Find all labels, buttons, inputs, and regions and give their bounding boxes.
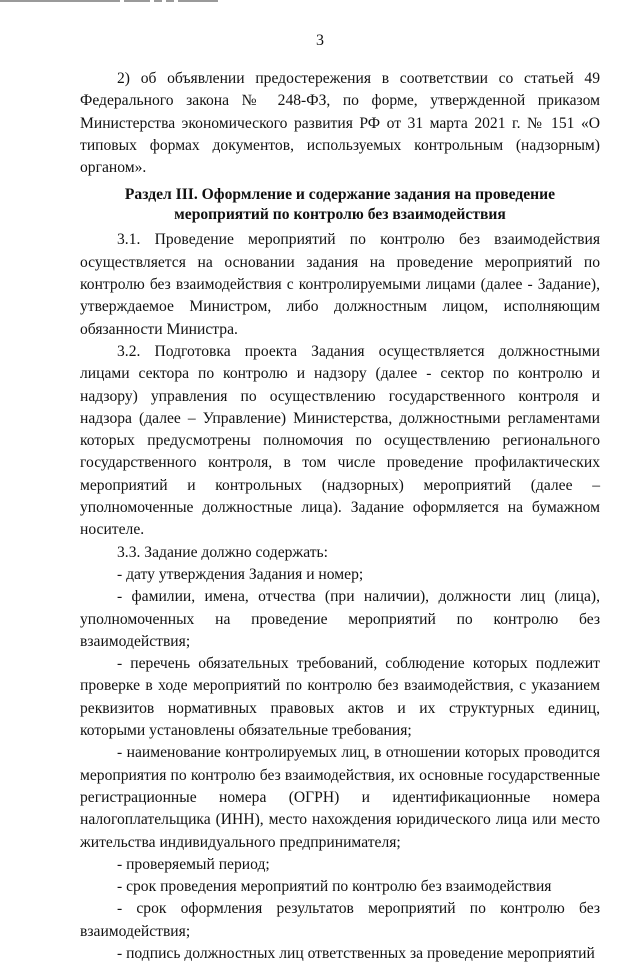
paragraph-3-1: 3.1. Проведение мероприятий по контролю без взаимодействия осуществляется на основании задания на проведение мероприятий по контролю без взаимодействия с контролируемыми лицами (далее - Задание), утверждаемое Министром, либо должностным лицом, исполняющим обязанности Министра. <box>80 231 600 338</box>
paragraph-3-3: 3.3. Задание должно содержать: <box>117 543 328 561</box>
paragraph-3-2: 3.2. Подготовка проекта Задания осуществляется должностными лицами сектора по контролю и надзору (далее - сектор по контролю и надзору) управления по осуществлению государственного контроля и надзора (далее – Управление) Министерства, должностными регламентами которых предусмотрены полномочия по осуществлению регионального государственного контроля, в том числе проведение профилактических мероприятий и контрольных (надзорных) мероприятий (далее – уполномоченные должностные лица). Задание оформляется на бумажном носителе. <box>80 342 600 539</box>
list-item: - фамилии, имена, отчества (при наличии), должности лиц (лица), уполномоченных на проведение мероприятий по контролю без взаимодействия; <box>80 588 600 650</box>
list-item: - проверяемый период; <box>117 855 270 873</box>
scan-top-edge-marks <box>0 0 218 3</box>
list-item: - дату утверждения Задания и номер; <box>117 565 364 583</box>
list-item: - перечень обязательных требований, соблюдение которых подлежит проверке в ходе мероприятий по контролю без взаимодействия, с указанием реквизитов нормативных правовых актов и их структурных единиц, которыми установлены обязательные требования; <box>80 655 600 740</box>
paragraph-notice-item-2: 2) об объявлении предостережения в соответствии со статьей 49 Федерального закона № 248-ФЗ, по форме, утвержденной приказом Министерства экономического развития РФ от 31 марта 2021 г. № 151 «О типовых формах документов, используемых контрольным (надзорным) органом». <box>80 70 600 177</box>
page-number: 3 <box>316 32 324 49</box>
list-item: - подпись должностных лиц ответственных за проведение мероприятий <box>117 944 595 962</box>
list-item: - срок оформления результатов мероприятий по контролю без взаимодействия; <box>80 900 600 940</box>
document-body <box>80 68 600 965</box>
list-item: - наименование контролируемых лиц, в отношении которых проводится мероприятия по контролю без взаимодействия, их основные государственные регистрационные номера (ОГРН) и идентификационные номера налогоплательщика (ИНН), место нахождения юридического лица или место жительства индивидуального предпринимателя; <box>80 744 600 851</box>
section-heading: Раздел III. Оформление и содержание задания на проведение мероприятий по контролю без взаимодействия <box>124 186 556 224</box>
list-item: - срок проведения мероприятий по контролю без взаимодействия <box>117 878 552 896</box>
